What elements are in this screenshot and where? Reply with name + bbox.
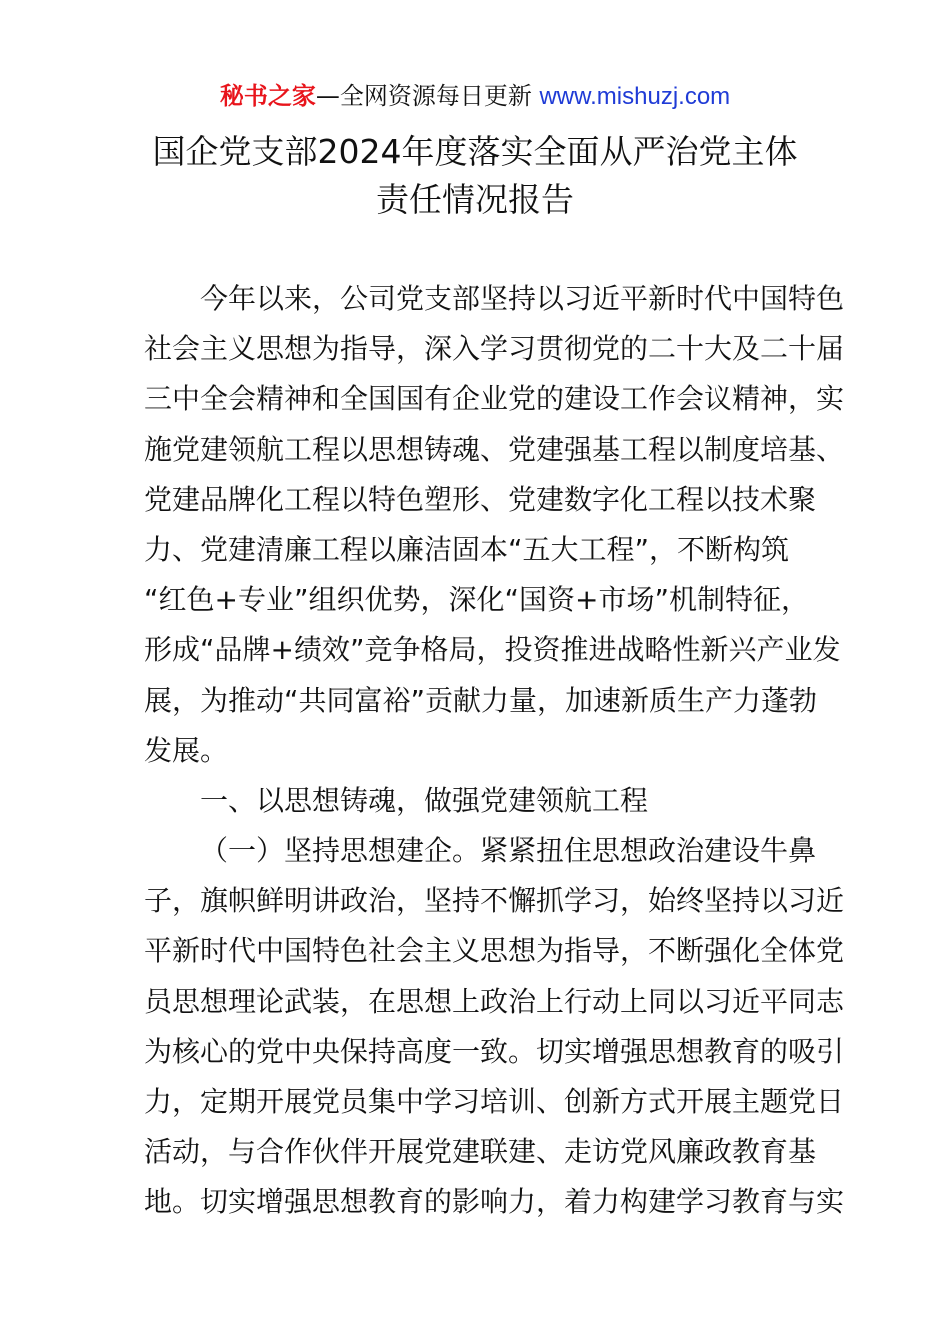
body-line: 子，旗帜鲜明讲政治，坚持不懈抓学习，始终坚持以习近 bbox=[144, 884, 845, 918]
header-tagline: —全网资源每日更新 bbox=[315, 82, 540, 110]
body-line: 施党建领航工程以思想铸魂、党建强基工程以制度培基、 bbox=[144, 432, 845, 466]
body-line: 地。切实增强思想教育的影响力，着力构建学习教育与实 bbox=[144, 1185, 845, 1219]
body-line: 展，为推动“共同富裕”贡献力量，加速新质生产力蓬勃 bbox=[144, 683, 818, 717]
body-line: 党建品牌化工程以特色塑形、党建数字化工程以技术聚 bbox=[144, 482, 817, 516]
brand-name: 秘书之家 bbox=[219, 82, 316, 110]
body-line: 活动，与合作伙伴开展党建联建、走访党风廉政教育基 bbox=[144, 1135, 817, 1169]
body-line: （一）坚持思想建企。紧紧扭住思想政治建设牛鼻 bbox=[200, 834, 817, 868]
body-line: 平新时代中国特色社会主义思想为指导，不断强化全体党 bbox=[144, 934, 845, 968]
title-line-2: 责任情况报告 bbox=[376, 180, 574, 219]
body-line: 今年以来，公司党支部坚持以习近平新时代中国特色 bbox=[200, 282, 845, 315]
body-line: “红色+专业”组织优势，深化“国资+市场”机制特征， bbox=[144, 583, 809, 617]
body-line: 社会主义思想为指导，深入学习贯彻党的二十大及二十届 bbox=[144, 332, 845, 366]
body-line: 为核心的党中央保持高度一致。切实增强思想教育的吸引 bbox=[144, 1034, 845, 1068]
body-line: 力，定期开展党员集中学习培训、创新方式开展主题党日 bbox=[144, 1085, 845, 1118]
body-line: 力、党建清廉工程以廉洁固本“五大工程”，不断构筑 bbox=[144, 532, 790, 566]
title-line-1: 国企党支部2024年度落实全面从严治党主体 bbox=[152, 132, 798, 171]
body-line: 三中全会精神和全国国有企业党的建设工作会议精神，实 bbox=[144, 382, 845, 416]
document-body bbox=[144, 274, 845, 1228]
site-header bbox=[0, 80, 950, 113]
document-title bbox=[120, 128, 830, 224]
body-line: 员思想理论武装，在思想上政治上行动上同以习近平同志 bbox=[144, 984, 845, 1018]
body-line: 发展。 bbox=[144, 733, 229, 767]
section-heading: 一、以思想铸魂，做强党建领航工程 bbox=[200, 783, 649, 817]
body-line: 形成“品牌+绩效”竞争格局，投资推进战略性新兴产业发 bbox=[144, 633, 841, 667]
site-url[interactable]: www.mishuzj.com bbox=[539, 83, 731, 110]
